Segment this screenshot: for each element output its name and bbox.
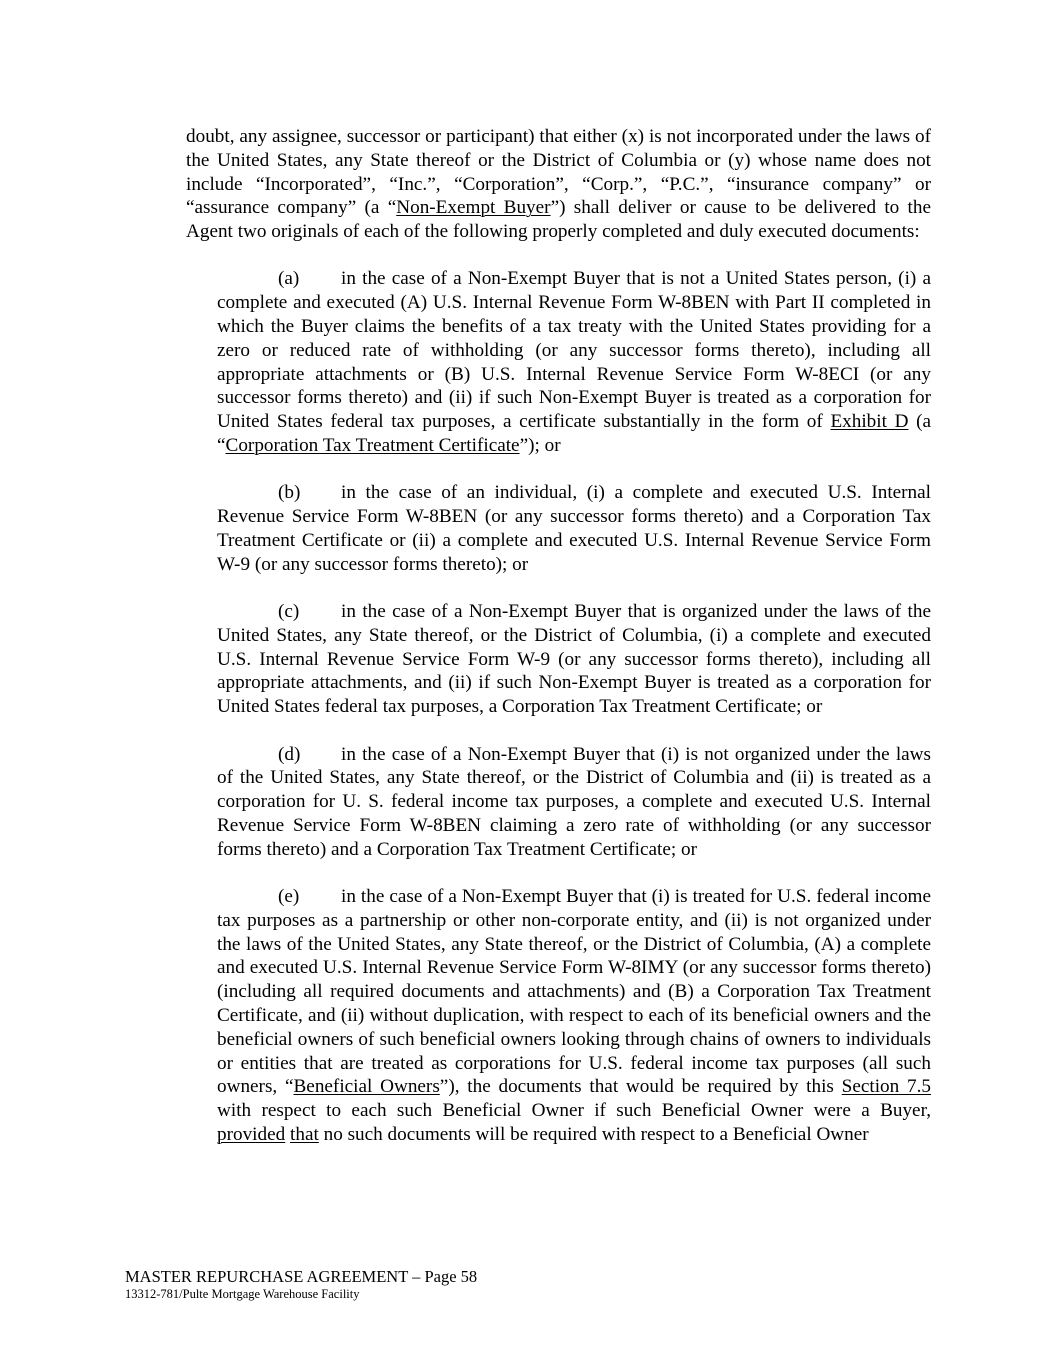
- exhibit-d-link[interactable]: Exhibit D: [830, 411, 909, 433]
- defined-term-corporation-tax-treatment-certificate: Corporation Tax Treatment Certificate: [225, 435, 520, 457]
- proviso-provided: provided: [217, 1123, 286, 1145]
- item-a-text-2: (a “: [217, 411, 932, 457]
- intro-paragraph: [186, 125, 931, 244]
- page-footer: [125, 1267, 725, 1302]
- intro-text-2: ”) shall deliver or cause to be delivered to the Agent two originals of each of the following properly completed and duly executed documents:: [186, 197, 931, 243]
- item-d: [217, 743, 931, 862]
- defined-term-beneficial-owners: Beneficial Owners: [293, 1076, 440, 1098]
- item-c: [217, 600, 931, 719]
- item-d-label: (d): [278, 743, 301, 765]
- proviso-that: that: [290, 1123, 319, 1145]
- item-a-text-1: in the case of a Non-Exempt Buyer that is not a United States person, (i) a complete and executed (A) U.S. Internal Revenue Form W-8BEN with Part II completed in which the Buyer claims the benefits of a tax treaty with the United States providing for a zero or reduced rate of withholding (or any successor forms thereto), including all appropriate attachments or (B) U.S. Internal Revenue Service Form W-8ECI (or any successor forms thereto) and (ii) if such Non-Exempt Buyer is treated as a corporation for United States federal tax purposes, a certificate substantially in the form of: [217, 268, 931, 433]
- footer-title: MASTER REPURCHASE AGREEMENT – Page 58: [125, 1267, 478, 1286]
- item-a: [217, 267, 931, 457]
- item-e-text-1: in the case of a Non-Exempt Buyer that (i) is treated for U.S. federal income tax purposes as a partnership or other non-corporate entity, and (ii) is not organized under the laws of the United States, any State thereof, or the District of Columbia, (A) a complete and executed U.S. Internal Revenue Service Form W-8IMY (or any successor forms thereto) (including all required documents and attachments) and (B) a Corporation Tax Treatment Certificate, and (ii) without duplication, with respect to each of its beneficial owners and the beneficial owners of such beneficial owners looking through chains of owners to individuals or entities that are treated as corporations for U.S. federal income tax purposes (all such owners, “: [217, 886, 931, 1098]
- item-c-text: in the case of a Non-Exempt Buyer that is organized under the laws of the United States, any State thereof, or the District of Columbia, (i) a complete and executed U.S. Internal Revenue Service Form W-9 (or any successor forms thereto), including all appropriate attachments, and (ii) if such Non-Exempt Buyer is treated as a corporation for United States federal tax purposes, a Corporation Tax Treatment Certificate; or: [217, 601, 931, 718]
- item-e-text-5: no such documents will be required with respect to a Beneficial Owner: [318, 1123, 869, 1145]
- item-b-label: (b): [278, 482, 301, 504]
- defined-term-non-exempt-buyer: Non-Exempt Buyer: [396, 197, 551, 219]
- item-a-label: (a): [278, 268, 300, 290]
- item-e-text-3: with respect to each such Beneficial Owner if such Beneficial Owner were a Buyer,: [217, 1100, 931, 1122]
- intro-text-1: doubt, any assignee, successor or participant) that either (x) is not incorporated under the laws of the United States, any State thereof or the District of Columbia or (y) whose name does not include “Incorporated”, “Inc.”, “Corporation”, “Corp.”, “P.C.”, “insurance company” or “assurance company” (a “: [186, 126, 931, 219]
- item-d-text: in the case of a Non-Exempt Buyer that (i) is not organized under the laws of the United States, any State thereof, or the District of Columbia and (ii) is treated as a corporation for U. S. federal income tax purposes, a complete and executed U.S. Internal Revenue Service Form W-8BEN claiming a zero rate of withholding (or any successor forms thereto) and a Corporation Tax Treatment Certificate; or: [217, 743, 931, 860]
- item-b-text: in the case of an individual, (i) a complete and executed U.S. Internal Revenue Service Form W-8BEN (or any successor forms thereto) and a Corporation Tax Treatment Certificate or (ii) a complete and executed U.S. Internal Revenue Service Form W-9 (or any successor forms thereto); or: [217, 482, 931, 575]
- item-e-text-2: ”), the documents that would be required by this: [439, 1076, 842, 1098]
- item-c-label: (c): [278, 601, 300, 623]
- footer-reference: 13312-781/Pulte Mortgage Warehouse Facility: [125, 1287, 360, 1301]
- item-b: [217, 481, 931, 576]
- item-a-text-3: ”); or: [519, 435, 561, 457]
- document-body: [186, 125, 931, 1170]
- item-e-label: (e): [278, 886, 300, 908]
- item-e: [217, 885, 931, 1147]
- section-7-5-link[interactable]: Section 7.5: [841, 1076, 931, 1098]
